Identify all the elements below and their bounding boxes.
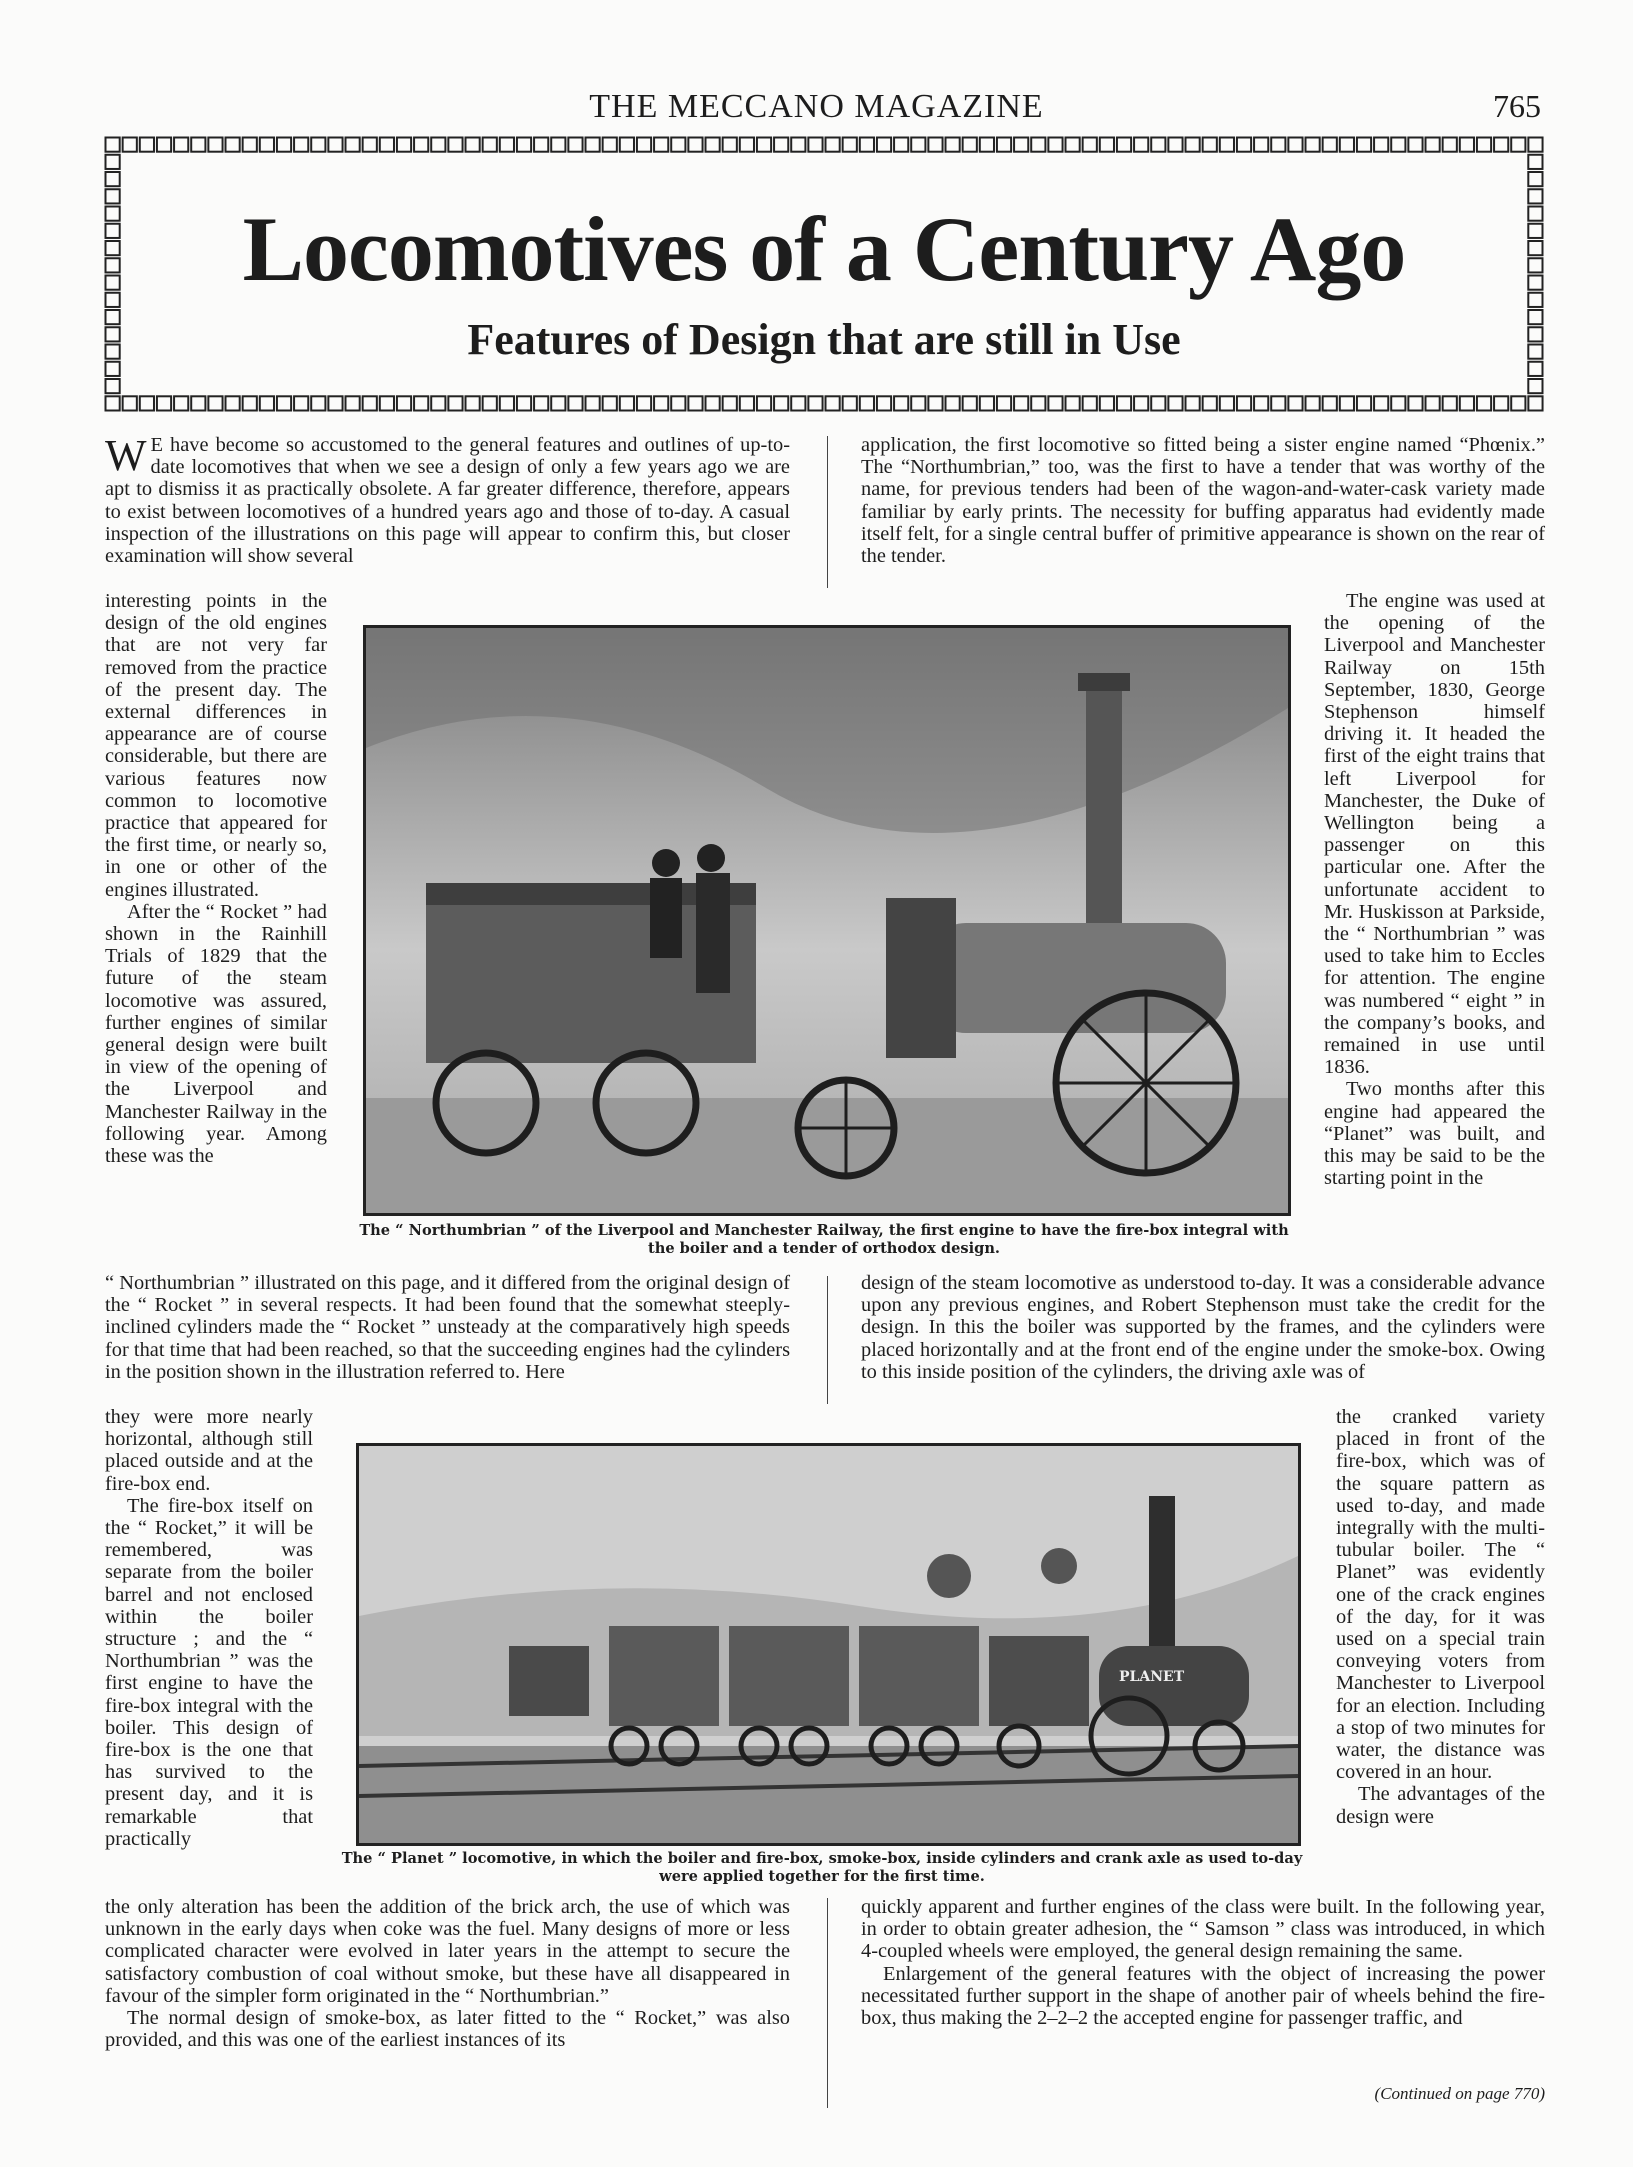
right-narrow-column-2 bbox=[1336, 1406, 1545, 1828]
bottom-left-column bbox=[105, 1896, 790, 2051]
mid-left-text: “ Northumbrian ” illustrated on this page, and it differed from the original design of the “ Rocket ” in several respects. It had been found that the somewhat steeply-inclined cylinders made the “ Rocket ” unsteady at the comparatively high speeds for that time that had been reached, so that the succeeding engines had the cylinders in the position shown in the illustration referred to. Here bbox=[105, 1272, 790, 1383]
article-title: Locomotives of a Century Ago bbox=[242, 198, 1406, 300]
left-narrow-column-1 bbox=[105, 590, 327, 1167]
top-left-column bbox=[105, 431, 790, 568]
left-narrow-1-p2: After the “ Rocket ” had shown in the Rainhill Trials of 1829 that the future of the steam locomotive was assured, further engines of similar general design were built in view of the opening of the Liverpool and Manchester Railway in the following year. Among these was the bbox=[105, 900, 327, 1168]
drop-cap: W bbox=[105, 431, 147, 480]
bottom-right-column bbox=[861, 1896, 1545, 2029]
top-right-column bbox=[861, 434, 1545, 567]
right-narrow-1-p1: The engine was used at the opening of the Liverpool and Manchester Railway on 15th September, 1830, George Stephenson himself driving it. It headed the first of the eight trains that left Liverpool for Manchester, the Duke of Wellington being a passenger on this particular one. After the unfortunate accident to Mr. Huskisson at Parkside, the “ Northumbrian ” was used to take him to Eccles for attention. The engine was numbered “ eight ” in the company’s books, and remained in use until 1836. bbox=[1324, 590, 1545, 1079]
magazine-header: THE MECCANO MAGAZINE bbox=[589, 88, 1044, 125]
bottom-left-p1: the only alteration has been the addition of the brick arch, the use of which was unknown in the early days when coke was the fuel. Many designs of more or less complicated character were evolved in later years in the attempt to secure the satisfactory combustion of coal without smoke, but these have all disappeared in favour of the simpler form originated in the “ Northumbrian.” bbox=[105, 1896, 790, 2007]
northumbrian-illustration bbox=[363, 625, 1291, 1216]
mid-left-column bbox=[105, 1272, 790, 1383]
right-narrow-2-p1: the cranked variety placed in front of the fire-box, which was of the square pattern as used to-day, and made integrally with the multi-tubular boiler. The “ Planet” was evidently one of the crack engines of the day, for it was used on a special train conveying voters from Manchester to Liverpool for an election. Including a stop of two minutes for water, the distance was covered in an hour. bbox=[1336, 1406, 1545, 1784]
left-narrow-1-p1: interesting points in the design of the old engines that are not very far removed from the practice of the present day. The external differences in appearance are of course considerable, but there are various features now common to locomotive practice that appeared for the first time, or nearly so, in one or other of the engines illustrated. bbox=[105, 590, 327, 901]
column-divider bbox=[827, 436, 828, 588]
figure1-caption: The “ Northumbrian ” of the Liverpool and Manchester Railway, the first engine to have the fire-box integral with the boiler and a tender of orthodox design. bbox=[359, 1222, 1289, 1257]
article-subtitle: Features of Design that are still in Use bbox=[467, 315, 1181, 364]
bottom-right-p2: Enlargement of the general features with the object of increasing the power necessitated further support in the shape of another pair of wheels behind the fire-box, thus making the 2–2–2 the accepted engine for passenger traffic, and bbox=[861, 1962, 1545, 2030]
mid-right-text: design of the steam locomotive as understood to-day. It was a considerable advance upon any previous engines, and Robert Stephenson must take the credit for the design. In this the boiler was supported by the frames, and the cylinders were placed horizontally and at the front end of the engine under the smoke-box. Owing to this inside position of the cylinders, the driving axle was of bbox=[861, 1272, 1545, 1383]
mid-right-column bbox=[861, 1272, 1545, 1383]
planet-engine-name: PLANET bbox=[1119, 1669, 1185, 1685]
column-divider-3 bbox=[827, 1898, 828, 2108]
right-narrow-2-p2: The advantages of the design were bbox=[1336, 1783, 1545, 1828]
continued-note: (Continued on page 770) bbox=[1374, 2084, 1545, 2103]
right-narrow-column-1 bbox=[1324, 590, 1545, 1189]
top-right-text: application, the first locomotive so fitted being a sister engine named “Phœnix.” The “Northumbrian,” too, was the first to have a tender that was worthy of the name, for previous tenders had been of the wagon-and-water-cask variety made familiar by early prints. The necessity for buffing apparatus had evidently made itself felt, for a single central buffer of primitive appearance is shown on the rear of the tender. bbox=[861, 434, 1545, 568]
left-narrow-2-p2: The fire-box itself on the “ Rocket,” it will be remembered, was separate from the boiler barrel and not enclosed within the boiler structure ; and the “ Northumbrian ” was the first engine to have the fire-box integral with the boiler. This design of fire-box is the one that has survived to the present day, and it is remarkable that practically bbox=[105, 1494, 313, 1850]
right-narrow-1-p2: Two months after this engine had appeared the “Planet” was built, and this may be said to be the starting point in the bbox=[1324, 1078, 1545, 1190]
bottom-right-p1: quickly apparent and further engines of the class were built. In the following year, in order to obtain greater adhesion, the “ Samson ” class was introduced, in which 4-coupled wheels were employed, the general design remaining the same. bbox=[861, 1896, 1545, 1963]
figure2-caption: The “ Planet ” locomotive, in which the boiler and fire-box, smoke-box, inside cylinders and crank axle as used to-day were applied together for the first time. bbox=[341, 1850, 1303, 1885]
planet-illustration bbox=[356, 1443, 1301, 1846]
page-number: 765 bbox=[1493, 88, 1541, 124]
column-divider-2 bbox=[827, 1276, 828, 1404]
bottom-left-p2: The normal design of smoke-box, as later fitted to the “ Rocket,” was also provided, and this was one of the earliest instances of its bbox=[105, 2007, 790, 2052]
left-narrow-2-p1: they were more nearly horizontal, although still placed outside and at the fire-box end. bbox=[105, 1406, 313, 1495]
left-narrow-column-2 bbox=[105, 1406, 313, 1850]
top-left-text: E have become so accustomed to the general features and outlines of up-to-date locomotives that when we see a design of only a few years ago we are apt to dismiss it as practically obsolete. A far greater difference, therefore, appears to exist between locomotives of a hundred years ago and those of to-day. A casual inspection of the illustrations on this page will appear to confirm this, but closer examination will show several bbox=[105, 434, 790, 568]
